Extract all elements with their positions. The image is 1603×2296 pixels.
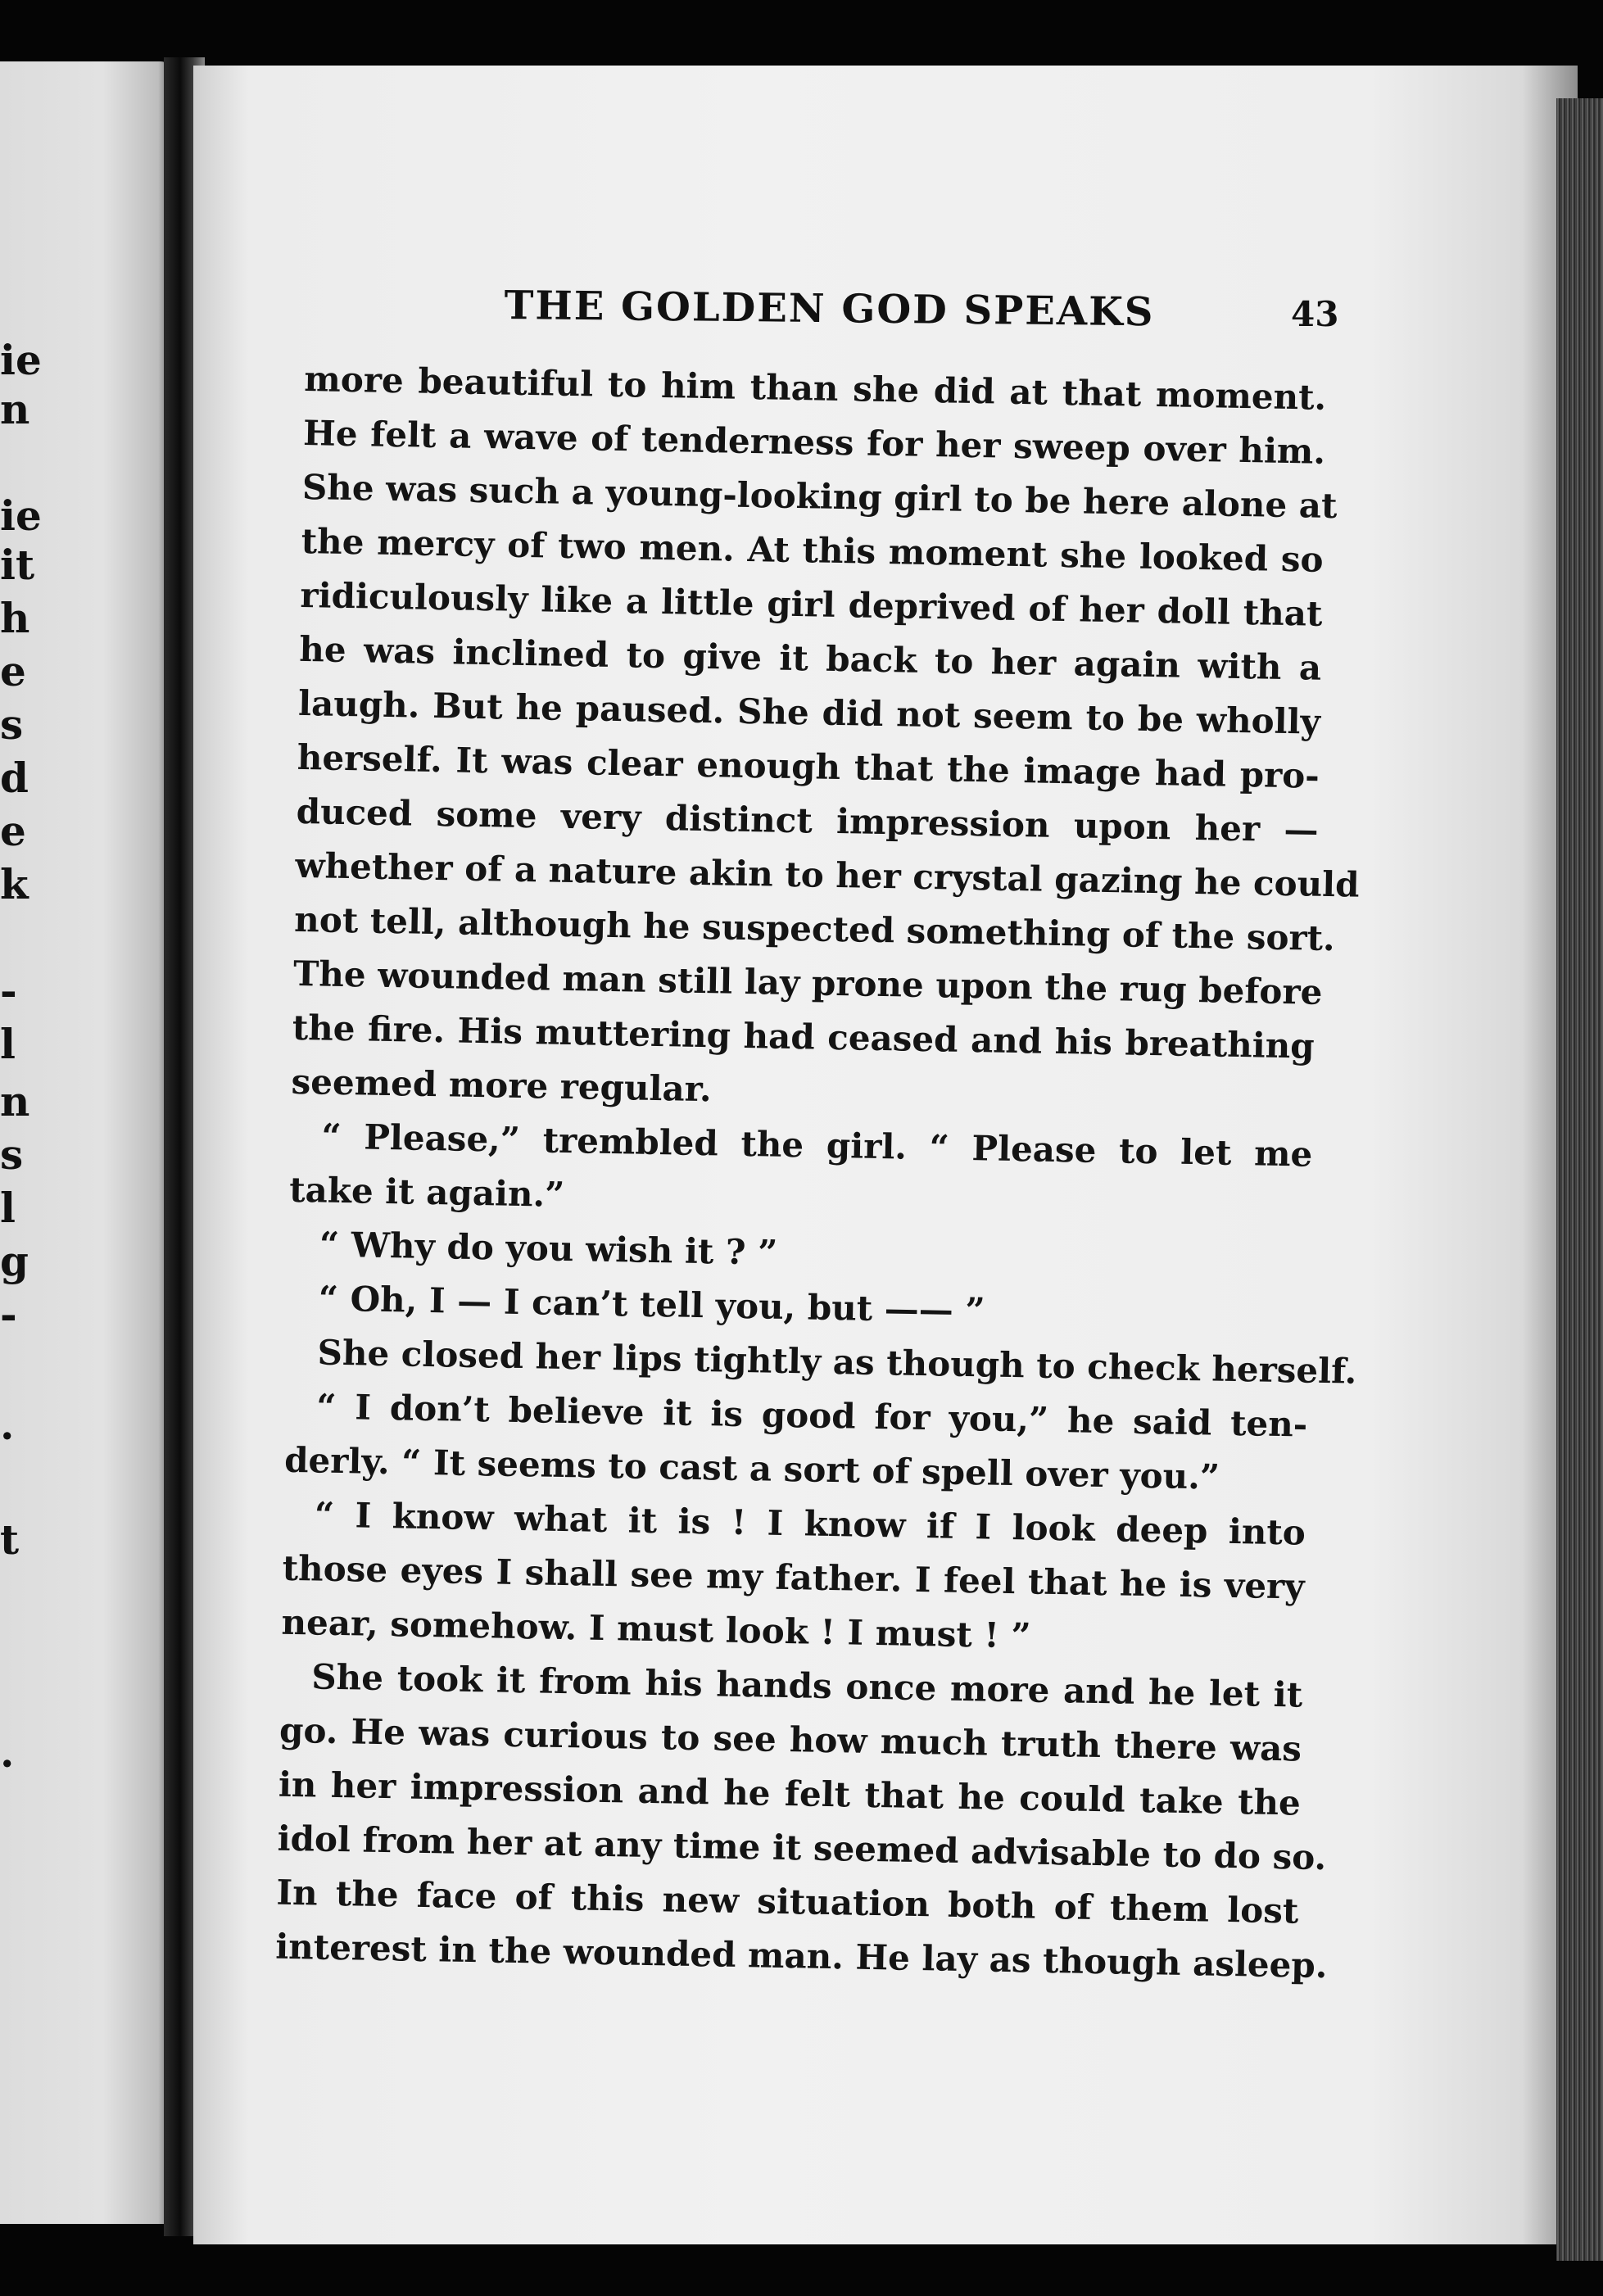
text-line: “ Why do you wish it ? ” [319,1224,778,1273]
fragment: n [0,385,30,433]
fragment: l [0,1184,16,1232]
text-line: laugh. But he paused. She did not seem to be wholly [297,682,1321,742]
text-line: the mercy of two men. At this moment she looked so [301,520,1325,580]
text-line: She took it from his hands once more and he let it [310,1656,1303,1715]
fragment: s [0,700,24,749]
text-line: herself. It was clear enough that the image had pro- [297,736,1320,796]
text-line: those eyes I shall see my father. I feel that he is very [282,1547,1306,1607]
text-line: interest in the wounded man. He lay as though asleep. [274,1926,1328,1986]
fragment: e [0,647,26,695]
fragment: s [0,1130,24,1179]
fragment: k [0,860,29,908]
running-head [504,283,1348,336]
fragment: g [0,1237,29,1285]
text-line: He felt a wave of tenderness for her sweep over him. [302,412,1326,472]
fragment: . [0,1728,15,1777]
fragment: - [0,1290,17,1338]
text-line: the fire. His muttering had ceased and his breathing [292,1007,1315,1066]
fragment: h [0,594,30,642]
page-body-text [274,352,1360,1993]
chapter-title: THE GOLDEN GOD SPEAKS [504,283,1155,336]
text-line: ridiculously like a little girl deprived of her doll that [300,574,1323,634]
text-line: he was inclined to give it back to her again with a [298,628,1322,688]
fragment: ie [0,491,42,540]
text-line: In the face of this new situation both of them lost [276,1872,1299,1931]
text-line: not tell, although he suspected something of the sort. [293,899,1336,959]
page-stack-edge [1556,98,1603,2261]
text-line: more beautiful to him than she did at that moment. [303,358,1327,418]
fragment: ie [0,336,42,384]
text-line: near, somehow. I must look ! I must ! ” [281,1601,1032,1656]
fragment: it [0,541,35,589]
text-line: derly. “ It seems to cast a sort of spell over you.” [283,1439,1220,1497]
text-line: She closed her lips tightly as though to check herself. [317,1332,1357,1392]
text-line: take it again.” [288,1169,565,1215]
fragment: l [0,1020,16,1068]
previous-page-edge [0,61,172,2224]
fragment: - [0,967,17,1015]
fragment: t [0,1515,20,1564]
text-line: “ I know what it is ! I know if I look deep into [314,1494,1306,1553]
page-number: 43 [1291,294,1339,334]
text-line: The wounded man still lay prone upon the rug before [292,953,1323,1012]
text-line: whether of a nature akin to her crystal gazing he could [295,845,1360,905]
text-line: seemed more regular. [291,1061,713,1110]
text-line: duced some very distinct impression upon her — [296,790,1319,850]
fragment: n [0,1077,30,1125]
text-line: “ I don’t believe it is good for you,” he said ten- [315,1386,1308,1445]
fragment: . [0,1401,15,1449]
text-line: “ Oh, I — I can’t tell you, but —— ” [318,1278,985,1331]
text-line: She was such a young-looking girl to be here alone at [301,466,1338,527]
text-line: in her impression and he felt that he could take the [278,1764,1302,1823]
previous-page-fragments [0,61,42,2224]
fragment: e [0,807,26,855]
text-line: idol from her at any time it seemed advisable to do so. [277,1818,1327,1878]
fragment: d [0,754,29,802]
text-line: go. He was curious to see how much truth there was [278,1710,1302,1769]
text-line: “ Please,” trembled the girl. “ Please to let me [321,1116,1313,1175]
